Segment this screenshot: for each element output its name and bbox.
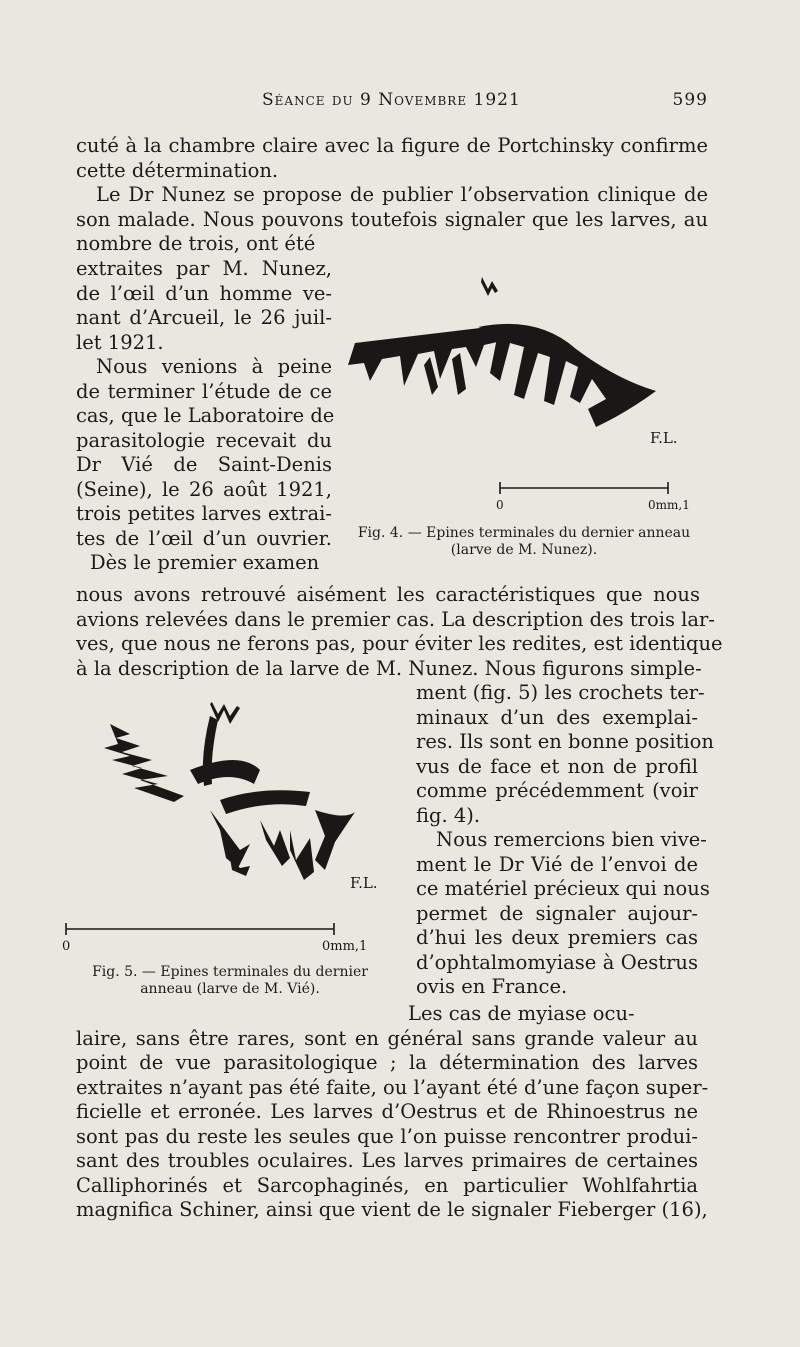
text-line: trois petites larves extrai- xyxy=(76,502,332,525)
figure-4 xyxy=(340,265,710,525)
caption-line: anneau (larve de M. Vié). xyxy=(140,981,320,997)
text-line: Calliphorinés et Sarcophaginés, en particulier Wohlfahrtia xyxy=(76,1173,698,1197)
paragraph-top xyxy=(76,134,708,257)
text-line: tes de l’œil d’un ouvrier. xyxy=(76,526,332,550)
text-line: vus de face et non de profil xyxy=(416,754,698,778)
text-line: à la description de la larve de M. Nunez. Nous figurons simple- xyxy=(76,656,702,680)
text-line: de terminer l’étude de ce xyxy=(76,379,332,403)
text-line: Dès le premier examen xyxy=(90,551,320,574)
text-line: d’hui les deux premiers cas xyxy=(416,926,698,949)
text-line: magnifica Schiner, ainsi que vient de le signaler Fieberger (16), xyxy=(76,1198,708,1221)
running-header xyxy=(0,90,800,114)
text-line: laire, sans être rares, sont en général sans grande valeur au xyxy=(76,1026,698,1050)
text-line: ovis en France. xyxy=(416,975,568,998)
figure-4-caption xyxy=(338,525,710,559)
fig5-spine-drawing xyxy=(104,702,355,880)
text-line: comme précédemment (voir xyxy=(416,779,698,802)
text-line: nous avons retrouvé aisément les caractéristiques que nous xyxy=(76,583,700,606)
page-number: 599 xyxy=(672,90,708,110)
text-line: ment (fig. 5) les crochets ter- xyxy=(416,681,705,704)
text-line: fig. 4). xyxy=(416,803,481,827)
fig5-signature: F.L. xyxy=(350,874,378,892)
text-line: Le Dr Nunez se propose de publier l’observation clinique de xyxy=(96,183,708,206)
text-line: Nous remercions bien vive- xyxy=(436,828,707,851)
text-line: cas, que le Laboratoire de xyxy=(76,404,335,427)
text-line: sont pas du reste les seules que l’on puisse rencontrer produi- xyxy=(76,1124,698,1148)
text-line: avions relevées dans le premier cas. La description des trois lar- xyxy=(76,607,715,631)
text-line: ce matériel précieux qui nous xyxy=(416,877,710,900)
caption-line: Fig. 5. — Epines terminales du dernier xyxy=(92,964,368,980)
paragraph-bottom xyxy=(76,1002,709,1223)
text-line: ficielle et erronée. Les larves d’Oestrus et de Rhinoestrus ne xyxy=(76,1100,698,1123)
text-line: sant des troubles oculaires. Les larves primaires de certaines xyxy=(76,1149,698,1172)
text-line: extraites n’ayant pas été faite, ou l’ayant été d’une façon super- xyxy=(76,1075,709,1099)
text-line: son malade. Nous pouvons toutefois signaler que les larves, au xyxy=(76,207,708,231)
text-line: point de vue parasitologique ; la détermination des larves xyxy=(76,1051,698,1074)
text-line: cuté à la chambre claire avec la figure de Portchinsky confirme xyxy=(76,134,708,157)
fig4-signature: F.L. xyxy=(650,429,678,447)
caption-line: Fig. 4. — Epines terminales du dernier anneau xyxy=(357,525,691,541)
paragraph-right-column xyxy=(416,681,714,1000)
fig5-scale-end: 0mm,1 xyxy=(322,939,368,954)
paragraph-left-column xyxy=(76,257,335,576)
figure-5-illustration xyxy=(60,700,400,958)
text-line: parasitologie recevait du xyxy=(76,428,332,452)
running-title: Séance du 9 Novembre 1921 xyxy=(262,90,521,110)
text-line: minaux d’un des exemplai- xyxy=(416,705,698,729)
text-line: nant d’Arcueil, le 26 juil- xyxy=(76,306,332,329)
figure-5 xyxy=(60,700,400,958)
text-line: res. Ils sont en bonne position xyxy=(416,730,714,753)
text-line: ment le Dr Vié de l’envoi de xyxy=(416,852,698,876)
text-line: Dr Vié de Saint-Denis xyxy=(76,453,332,476)
text-line: nombre de trois, ont été xyxy=(76,232,316,255)
figure-4-illustration xyxy=(340,265,710,525)
text-line: permet de signaler aujour- xyxy=(416,901,698,925)
fig4-scale-start: 0 xyxy=(496,498,504,512)
text-line: cette détermination. xyxy=(76,158,279,182)
paragraph-middle xyxy=(76,583,723,681)
figure-5-caption xyxy=(68,964,392,998)
text-line: Nous venions à peine xyxy=(96,355,332,378)
text-line: Les cas de myiase ocu- xyxy=(408,1002,635,1025)
text-line: de l’œil d’un homme ve- xyxy=(76,281,332,305)
text-line: let 1921. xyxy=(76,330,164,354)
fig5-scale-start: 0 xyxy=(62,939,71,954)
fig4-scale-end: 0mm,1 xyxy=(648,498,690,512)
caption-line: (larve de M. Nunez). xyxy=(450,542,598,558)
text-line: extraites par M. Nunez, xyxy=(76,257,332,280)
text-line: (Seine), le 26 août 1921, xyxy=(76,477,332,501)
fig4-spine-drawing xyxy=(348,277,656,427)
text-line: d’ophtalmomyiase à Oestrus xyxy=(416,950,698,974)
text-line: ves, que nous ne ferons pas, pour éviter les redites, est identique xyxy=(76,632,723,655)
